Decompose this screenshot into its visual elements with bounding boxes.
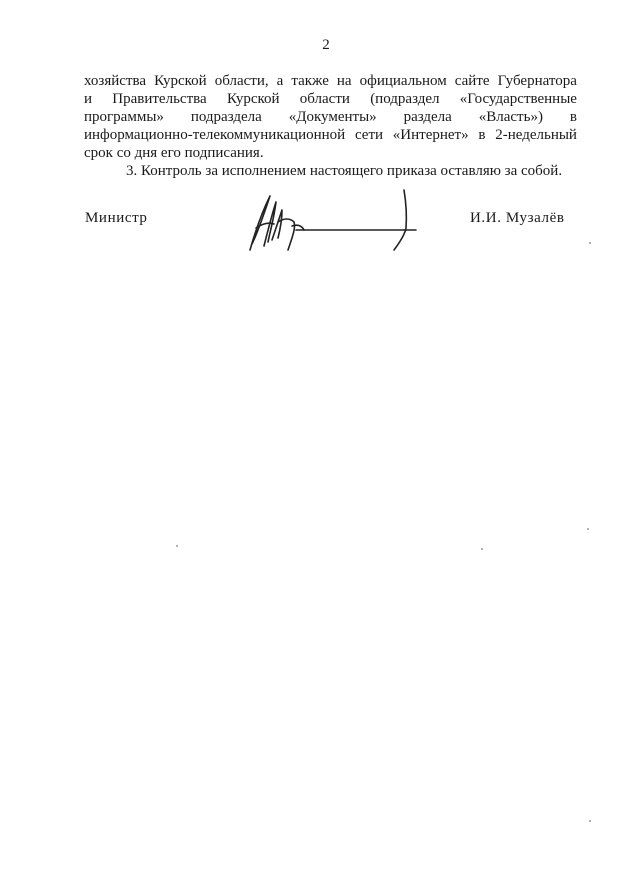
signatory-name: И.И. Музалёв <box>470 210 565 226</box>
word: (подраздел <box>370 91 440 107</box>
word: в <box>569 109 577 125</box>
word: области, <box>214 73 269 89</box>
scan-speck <box>176 545 178 547</box>
word: сайте <box>454 73 490 89</box>
word: 2-недельный <box>495 127 577 143</box>
page-number: 2 <box>322 37 330 53</box>
word: программы» <box>84 109 164 125</box>
text-line-4 <box>84 126 577 144</box>
word: Курской <box>226 91 280 107</box>
word: на <box>336 73 352 89</box>
word: также <box>291 73 329 89</box>
word: официальном <box>359 73 447 89</box>
word: Губернатора <box>497 73 577 89</box>
word: а <box>276 73 284 89</box>
word: хозяйства <box>84 73 147 89</box>
word: Курской <box>154 73 207 89</box>
scan-speck <box>589 242 591 244</box>
word: Правительства <box>112 91 207 107</box>
text-line-3 <box>84 108 577 126</box>
word: подраздела <box>190 109 262 125</box>
text-line-2 <box>84 90 577 108</box>
scan-speck <box>589 820 591 822</box>
text-line-1 <box>84 72 577 90</box>
word: сети <box>354 127 384 143</box>
word: «Документы» <box>288 109 377 125</box>
paragraph-3: 3. Контроль за исполнением настоящего приказа оставляю за собой. <box>126 163 563 179</box>
word: области <box>299 91 350 107</box>
word: информационно-телекоммуникационной <box>84 127 346 143</box>
word: «Государственные <box>459 91 577 107</box>
word: и <box>84 91 93 107</box>
handwritten-signature <box>234 188 424 258</box>
word: «Интернет» <box>392 127 469 143</box>
scan-speck <box>481 548 483 550</box>
signatory-title: Министр <box>85 210 148 226</box>
text-line-5: срок со дня его подписания. <box>84 145 264 161</box>
word: раздела <box>403 109 452 125</box>
scan-speck <box>587 528 589 530</box>
document-body <box>84 72 577 180</box>
word: «Власть») <box>478 109 543 125</box>
word: в <box>478 127 486 143</box>
